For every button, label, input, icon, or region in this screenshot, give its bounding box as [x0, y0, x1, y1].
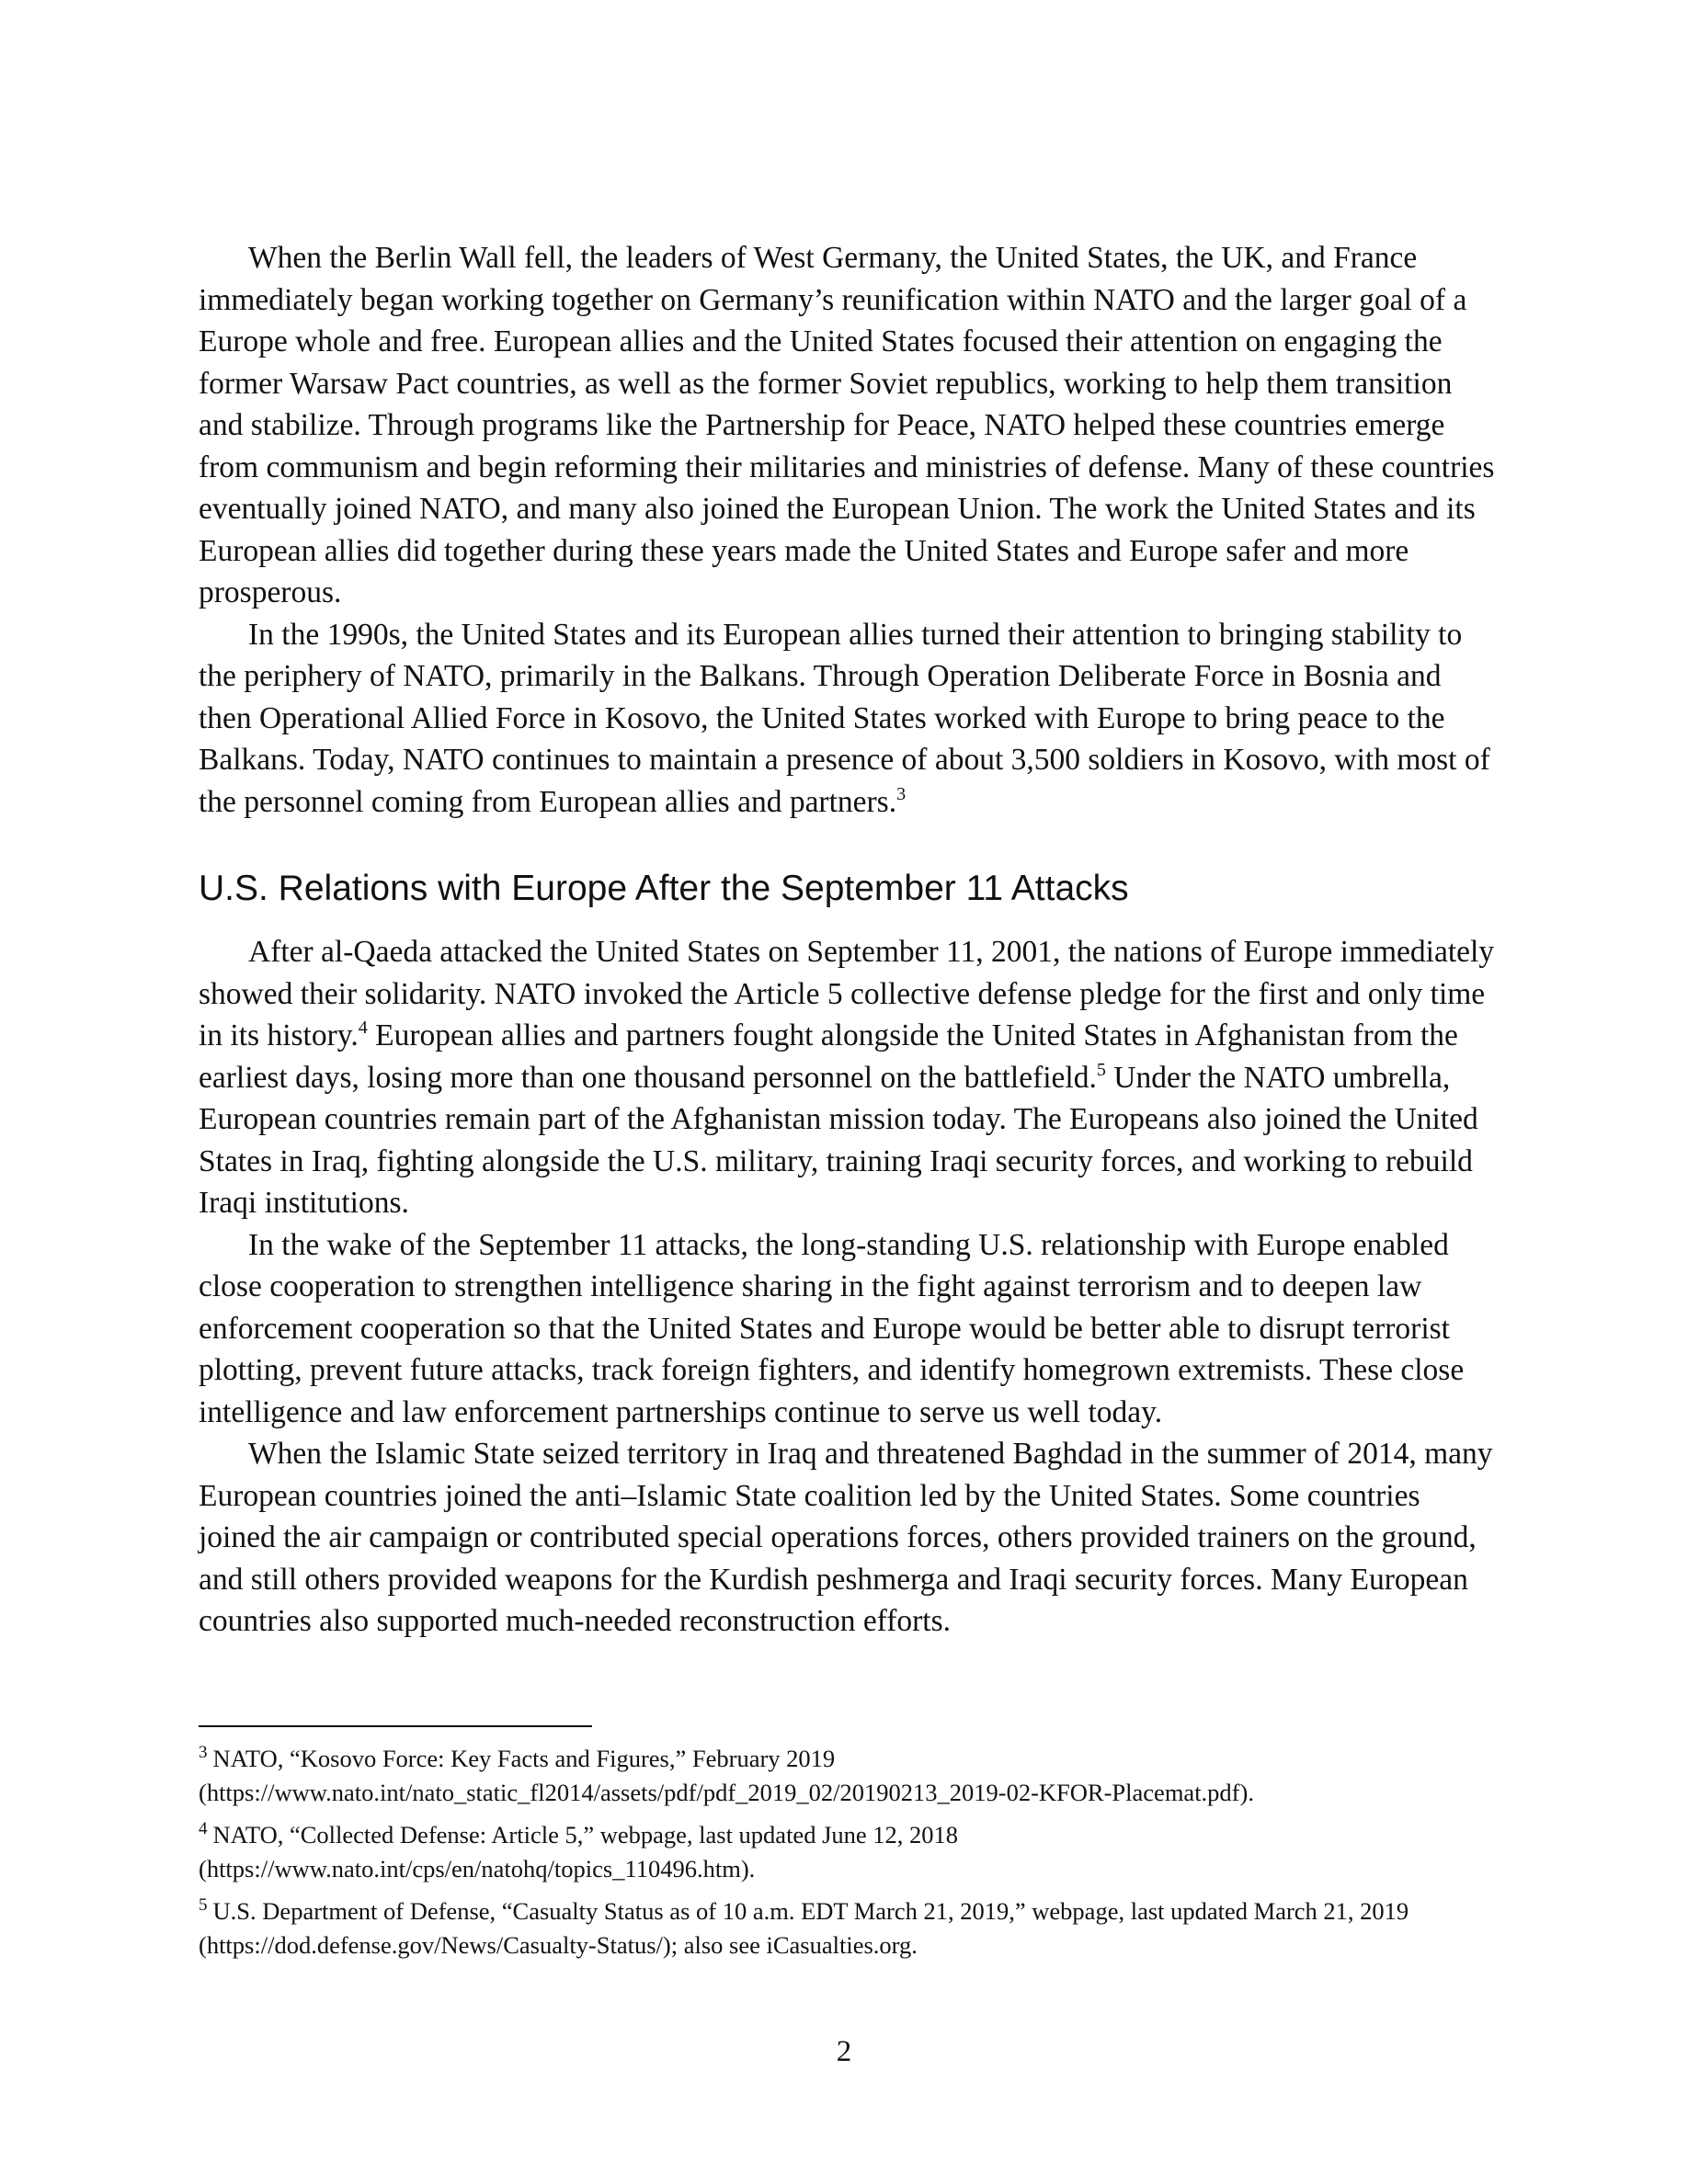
footnote-text: NATO, “Collected Defense: Article 5,” webpage, last updated June 12, 2018 (https://www.nato.int/cps/en/natohq/topics_110496.htm). — [199, 1821, 959, 1883]
footnote-separator — [199, 1725, 592, 1727]
body-paragraph — [199, 1224, 1495, 1434]
body-paragraph — [199, 1433, 1495, 1643]
footnote-number: 5 — [199, 1894, 208, 1915]
section-berlin-wall — [199, 237, 1495, 823]
footnote-text: NATO, “Kosovo Force: Key Facts and Figures,” February 2019 (https://www.nato.int/nato_static_fl2014/assets/pdf/pdf_2019_02/20190213_2019-02-KFOR-Placemat.pdf). — [199, 1745, 1254, 1806]
section-september-11 — [199, 931, 1495, 1643]
paragraph-text: European allies and partners fought alongside the United States in Afghanistan from the earliest days, losing more than one thousand personnel on the battlefield. — [199, 1018, 1458, 1095]
paragraph-text: Under the NATO umbrella, European countries remain part of the Afghanistan mission today. The Europeans also joined the United States in Iraq, fighting alongside the U.S. military, training Iraqi security forces, and working to rebuild Iraqi institutions. — [199, 1060, 1478, 1220]
section-heading: U.S. Relations with Europe After the September 11 Attacks — [199, 869, 1129, 908]
footnote-5 — [199, 1894, 1495, 1962]
paragraph-text: After al-Qaeda attacked the United States on September 11, 2001, the nations of Europe immediately showed their solidarity. NATO invoked the Article 5 collective defense pledge for the first and only time in its history. — [199, 935, 1495, 1052]
body-paragraph — [199, 614, 1495, 824]
footnote-3 — [199, 1742, 1495, 1809]
footnote-text: U.S. Department of Defense, “Casualty Status as of 10 a.m. EDT March 21, 2019,” webpage, last updated March 21, 2019 (https://dod.defense.gov/News/Casualty-Status/); also see iCasualties.org. — [199, 1897, 1409, 1959]
footnotes — [199, 1742, 1495, 1971]
footnote-reference-3[interactable]: 3 — [896, 783, 907, 804]
body-paragraph — [199, 931, 1495, 1224]
footnote-number: 3 — [199, 1742, 208, 1762]
paragraph-text: When the Berlin Wall fell, the leaders of West Germany, the United States, the UK, and France immediately began working together on Germany’s reunification within NATO and the larger goal of a Europe whole and free. European allies and the United States focused their attention on engaging the former Warsaw Pact countries, as well as the former Soviet republics, working to help them transition and stabilize. Through programs like the Partnership for Peace, NATO helped these countries emerge from communism and begin reforming their militaries and ministries of defense. Many of these countries eventually joined NATO, and many also joined the European Union. The work the United States and its European allies did together during these years made the United States and Europe safer and more prosperous. — [199, 241, 1495, 609]
paragraph-text: In the 1990s, the United States and its European allies turned their attention to bringing stability to the periphery of NATO, primarily in the Balkans. Through Operation Deliberate Force in Bosnia and then Operational Allied Force in Kosovo, the United States worked with Europe to bring peace to the Balkans. Today, NATO continues to maintain a presence of about 3,500 soldiers in Kosovo, with most of the personnel coming from European allies and partners. — [199, 617, 1490, 819]
paragraph-text: In the wake of the September 11 attacks, the long-standing U.S. relationship with Europe enabled close cooperation to strengthen intelligence sharing in the fight against terrorism and to deepen law enforcement cooperation so that the United States and Europe would be better able to disrupt terrorist plotting, prevent future attacks, track foreign fighters, and identify homegrown extremists. These close intelligence and law enforcement partnerships continue to serve us well today. — [199, 1227, 1465, 1429]
footnote-4 — [199, 1818, 1495, 1885]
footnote-reference-4[interactable]: 4 — [358, 1017, 368, 1038]
page-number: 2 — [836, 2035, 852, 2068]
footnote-number: 4 — [199, 1818, 208, 1838]
footnote-reference-5[interactable]: 5 — [1096, 1059, 1106, 1080]
body-paragraph — [199, 237, 1495, 614]
paragraph-text: When the Islamic State seized territory in Iraq and threatened Baghdad in the summer of 2014, many European countries joined the anti–Islamic State coalition led by the United States. Some countries joined the air campaign or contributed special operations forces, others provided trainers on the ground, and still others provided weapons for the Kurdish peshmerga and Iraqi security forces. Many European countries also supported much-needed reconstruction efforts. — [199, 1437, 1493, 1638]
